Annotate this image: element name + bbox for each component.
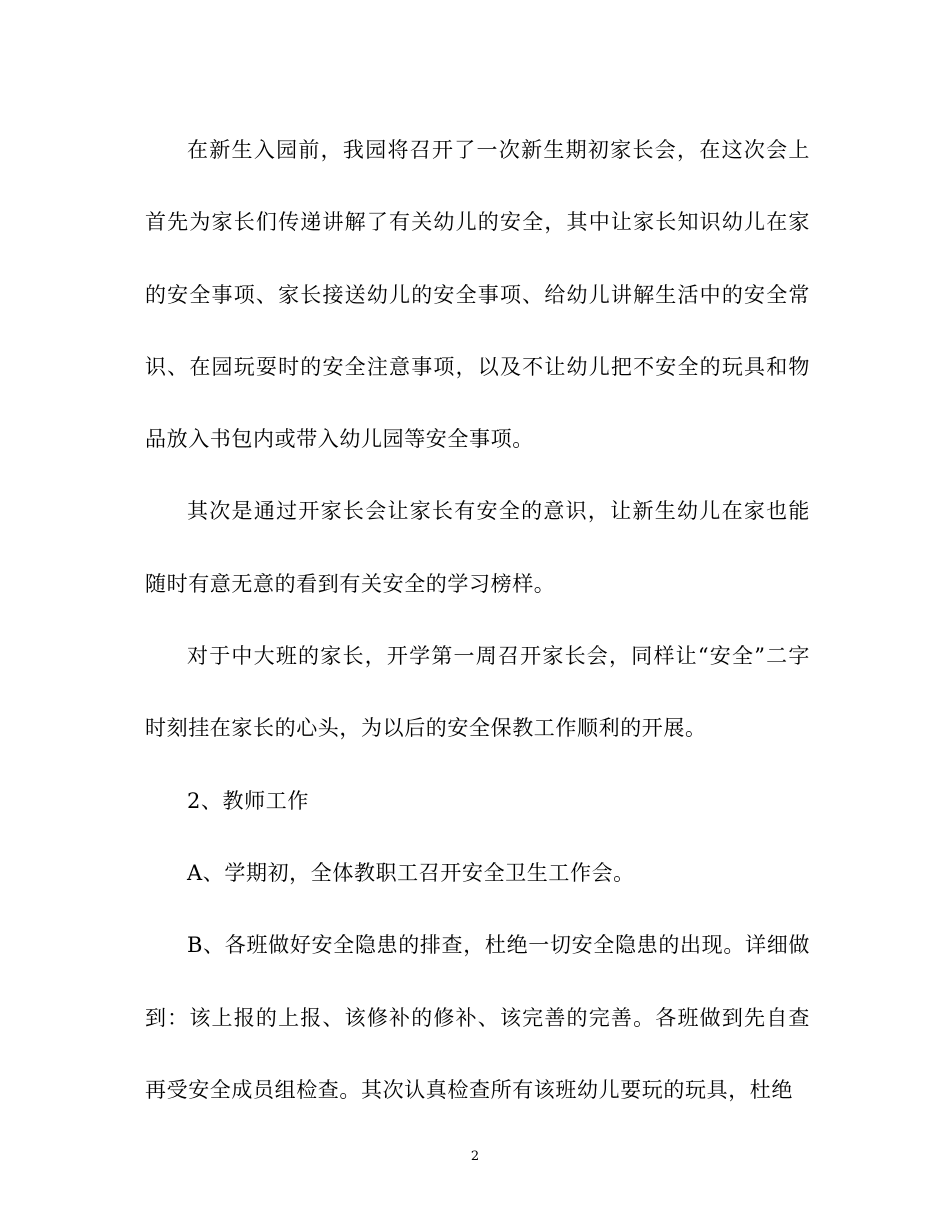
document-body xyxy=(145,114,810,1126)
paragraph-senior-class-parents: 对于中大班的家长，开学第一周召开家长会，同样让“安全”二字时刻挂在家长的心头，为以后的安全保教工作顺利的开展。 xyxy=(145,644,810,741)
paragraph-parent-meeting: 在新生入园前，我园将召开了一次新生期初家长会，在这次会上首先为家长们传递讲解了有关幼儿的安全，其中让家长知识幼儿在家的安全事项、家长接送幼儿的安全事项、给幼儿讲解生活中的安全常识、在园玩耍时的安全注意事项，以及不让幼儿把不安全的玩具和物品放入书包内或带入幼儿园等安全事项。 xyxy=(145,138,810,452)
paragraph-item-b: B、各班做好安全隐患的排查，杜绝一切安全隐患的出现。详细做到：该上报的上报、该修补的修补、该完善的完善。各班做到先自查再受安全成员组检查。其次认真检查所有该班幼儿要玩的玩具，杜绝 xyxy=(145,933,810,1102)
paragraph-safety-awareness: 其次是通过开家长会让家长有安全的意识，让新生幼儿在家也能随时有意无意的看到有关安全的学习榜样。 xyxy=(145,499,810,596)
paragraph-item-a: A、学期初，全体教职工召开安全卫生工作会。 xyxy=(187,860,635,885)
page-number: 2 xyxy=(470,1149,480,1164)
section-heading-teacher-work: 2、教师工作 xyxy=(187,788,309,813)
